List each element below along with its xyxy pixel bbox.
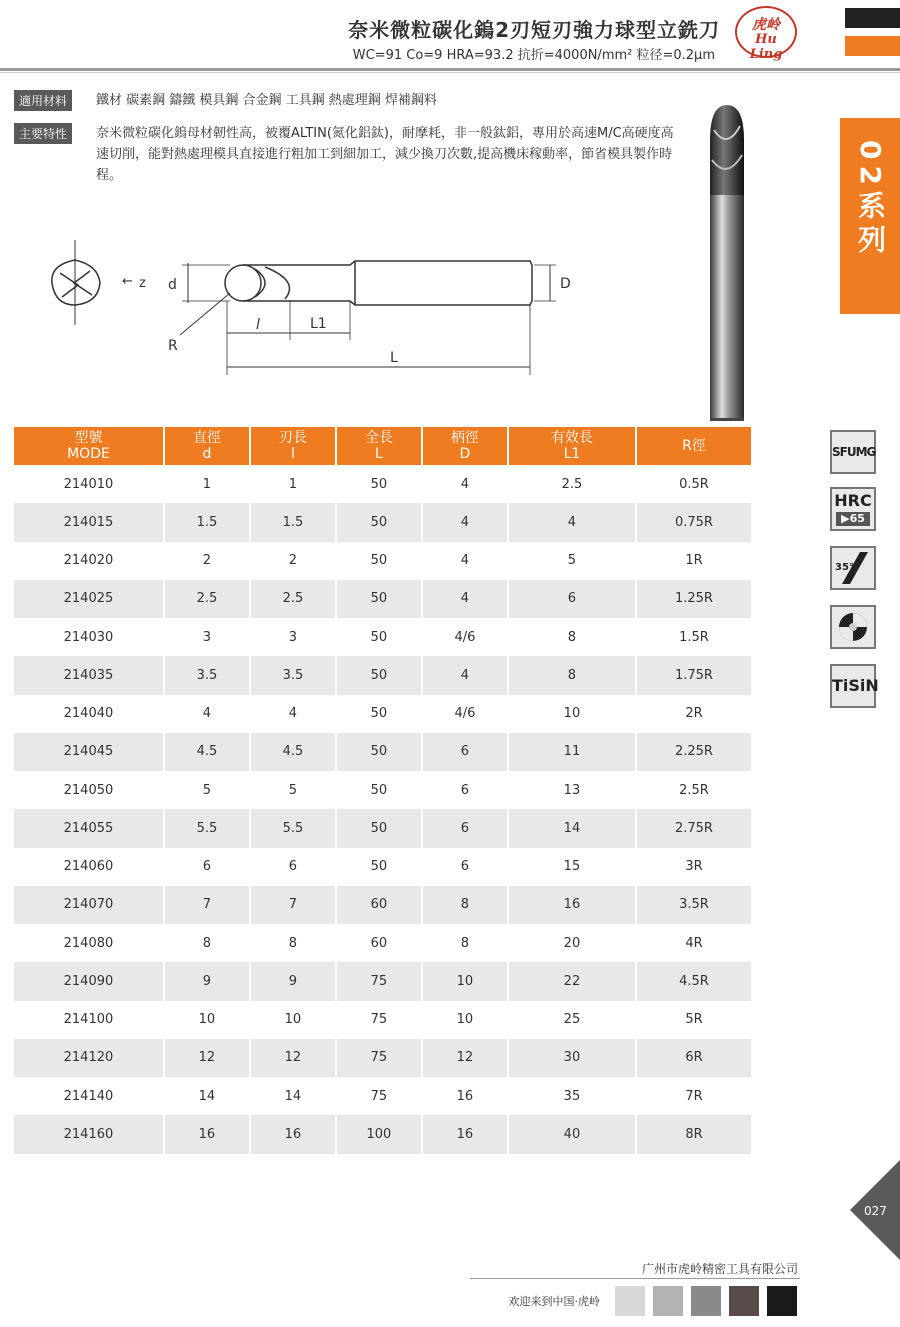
table-cell: 1 bbox=[202, 476, 212, 492]
table-cell: 35 bbox=[563, 1088, 581, 1104]
table-cell: 2.5 bbox=[251, 580, 335, 618]
end-view-drawing bbox=[52, 240, 100, 325]
column-header-symbol: MODE bbox=[67, 446, 110, 462]
table-cell: 2.5 bbox=[561, 476, 583, 492]
table-cell: 30 bbox=[509, 1039, 635, 1077]
table-cell: 214030 bbox=[63, 629, 114, 645]
label-z: z bbox=[139, 276, 146, 291]
table-cell: 16 bbox=[456, 1088, 474, 1104]
table-cell: 75 bbox=[370, 1012, 388, 1028]
header-divider-thin bbox=[0, 72, 900, 73]
label-L1: L1 bbox=[310, 316, 327, 332]
table-cell: 2 bbox=[202, 553, 212, 569]
table-cell: 12 bbox=[423, 1039, 507, 1077]
table-cell: 8R bbox=[637, 1115, 751, 1153]
table-cell: 12 bbox=[165, 1039, 249, 1077]
table-cell: 214025 bbox=[14, 580, 163, 618]
spec-table bbox=[12, 427, 753, 1154]
column-header-label: 柄徑 bbox=[450, 430, 479, 446]
table-cell: 20 bbox=[563, 935, 581, 951]
table-cell: 10 bbox=[284, 1012, 302, 1028]
column-header-label: 有效長 bbox=[550, 430, 593, 446]
table-cell: 214045 bbox=[14, 733, 163, 771]
footer-divider bbox=[470, 1278, 800, 1279]
table-cell: 4 bbox=[460, 476, 470, 492]
table-cell: 2.5R bbox=[679, 782, 709, 798]
table-cell: 10 bbox=[456, 1012, 474, 1028]
table-cell: 4 bbox=[423, 656, 507, 694]
table-cell: 6R bbox=[637, 1039, 751, 1077]
table-row bbox=[14, 924, 751, 962]
table-cell: 4 bbox=[288, 706, 298, 722]
table-header-row bbox=[14, 427, 751, 465]
table-cell: 50 bbox=[370, 476, 388, 492]
table-cell: 4R bbox=[685, 935, 703, 951]
tool-dimension-diagram bbox=[40, 235, 600, 385]
table-cell: 14 bbox=[284, 1088, 302, 1104]
column-header-label: 全長 bbox=[364, 430, 393, 446]
table-cell: 6 bbox=[423, 809, 507, 847]
table-cell: 14 bbox=[509, 809, 635, 847]
table-cell: 2.25R bbox=[637, 733, 751, 771]
table-cell: 13 bbox=[563, 782, 581, 798]
table-row bbox=[14, 465, 751, 503]
column-header bbox=[165, 427, 249, 465]
table-cell: 2 bbox=[288, 553, 298, 569]
table-cell: 3.5 bbox=[251, 656, 335, 694]
table-row bbox=[14, 733, 751, 771]
table-cell: 25 bbox=[563, 1012, 581, 1028]
table-cell: 16 bbox=[165, 1115, 249, 1153]
column-header-symbol: l bbox=[290, 446, 295, 462]
helix-angle-label: 35° bbox=[835, 562, 854, 573]
welcome-text: 欢迎来到中国·虎岭 bbox=[508, 1295, 600, 1308]
table-cell: 12 bbox=[251, 1039, 335, 1077]
column-header-label: R徑 bbox=[682, 438, 706, 454]
column-header bbox=[637, 427, 751, 465]
hrc-value: ▶65 bbox=[836, 512, 870, 526]
table-cell: 2R bbox=[685, 706, 703, 722]
table-body bbox=[14, 465, 751, 1154]
table-row bbox=[14, 962, 751, 1000]
company-name: 广州市虎岭精密工具有限公司 bbox=[641, 1262, 798, 1276]
table-cell: 214120 bbox=[14, 1039, 163, 1077]
table-cell: 0.5R bbox=[679, 476, 709, 492]
table-row bbox=[14, 1039, 751, 1077]
two-flute-icon bbox=[830, 605, 876, 649]
table-cell: 3.5R bbox=[637, 886, 751, 924]
table-cell: 2.75R bbox=[637, 809, 751, 847]
table-row bbox=[14, 695, 751, 733]
table-cell: 60 bbox=[370, 935, 388, 951]
table-cell: 0.75R bbox=[637, 503, 751, 541]
table-cell: 50 bbox=[370, 859, 388, 875]
table-cell: 16 bbox=[251, 1115, 335, 1153]
column-header-label: 型號 bbox=[74, 430, 103, 446]
table-row bbox=[14, 656, 751, 694]
table-cell: 50 bbox=[370, 553, 388, 569]
table-cell: 7R bbox=[685, 1088, 703, 1104]
table-cell: 1.75R bbox=[637, 656, 751, 694]
table-cell: 8 bbox=[202, 935, 212, 951]
table-cell: 75 bbox=[337, 962, 421, 1000]
brand-logo bbox=[735, 6, 797, 62]
table-cell: 60 bbox=[337, 886, 421, 924]
materials-tag: 適用材料 bbox=[14, 90, 72, 111]
table-cell: 4/6 bbox=[454, 629, 476, 645]
label-L: L bbox=[390, 350, 398, 366]
logo-latin: Hu Ling bbox=[749, 32, 783, 62]
table-cell: 214070 bbox=[14, 886, 163, 924]
table-cell: 6 bbox=[509, 580, 635, 618]
table-cell: 3.5 bbox=[165, 656, 249, 694]
table-cell: 214010 bbox=[63, 476, 114, 492]
table-cell: 214020 bbox=[63, 553, 114, 569]
table-cell: 214060 bbox=[63, 859, 114, 875]
table-cell: 4 bbox=[202, 706, 212, 722]
page-number: 027 bbox=[864, 1204, 887, 1218]
table-cell: 6 bbox=[423, 733, 507, 771]
end-mill-photo bbox=[700, 100, 760, 425]
table-cell: 10 bbox=[198, 1012, 216, 1028]
table-cell: 6 bbox=[288, 859, 298, 875]
table-cell: 9 bbox=[251, 962, 335, 1000]
table-cell: 214050 bbox=[63, 782, 114, 798]
table-cell: 7 bbox=[251, 886, 335, 924]
table-cell: 6 bbox=[202, 859, 212, 875]
table-cell: 5 bbox=[202, 782, 212, 798]
table-cell: 4.5R bbox=[637, 962, 751, 1000]
label-D: D bbox=[560, 276, 571, 292]
product-specs: WC=91 Co=9 HRA=93.2 抗折=4000N/mm² 粒径=0.2μm bbox=[352, 48, 715, 63]
table-row bbox=[14, 1115, 751, 1153]
table-cell: 4/6 bbox=[454, 706, 476, 722]
table-cell: 214090 bbox=[14, 962, 163, 1000]
table-cell: 5 bbox=[288, 782, 298, 798]
table-cell: 9 bbox=[165, 962, 249, 1000]
table-cell: 1.5R bbox=[679, 629, 709, 645]
column-header-label: 直徑 bbox=[192, 430, 221, 446]
table-cell: 8 bbox=[509, 656, 635, 694]
header-divider bbox=[0, 68, 900, 71]
table-cell: 50 bbox=[370, 782, 388, 798]
table-cell: 11 bbox=[509, 733, 635, 771]
column-header bbox=[509, 427, 635, 465]
column-header-label: 刃長 bbox=[278, 430, 307, 446]
column-header bbox=[423, 427, 507, 465]
table-row bbox=[14, 542, 751, 580]
table-cell: 10 bbox=[563, 706, 581, 722]
table-cell: 50 bbox=[337, 809, 421, 847]
label-d: d bbox=[168, 277, 177, 293]
table-cell: 4 bbox=[460, 553, 470, 569]
color-swatch bbox=[691, 1286, 721, 1316]
table-cell: 214100 bbox=[63, 1012, 114, 1028]
header-black-bar bbox=[845, 8, 900, 28]
column-header-symbol: L1 bbox=[563, 446, 581, 462]
hrc-label: HRC bbox=[834, 491, 872, 510]
table-cell: 16 bbox=[423, 1115, 507, 1153]
color-swatch bbox=[615, 1286, 645, 1316]
table-cell: 3 bbox=[288, 629, 298, 645]
table-cell: 1 bbox=[288, 476, 298, 492]
color-swatch bbox=[767, 1286, 797, 1316]
column-header-symbol: D bbox=[459, 446, 471, 462]
table-cell: 214160 bbox=[14, 1115, 163, 1153]
table-cell: 14 bbox=[198, 1088, 216, 1104]
table-cell: 8 bbox=[423, 886, 507, 924]
table-cell: 75 bbox=[337, 1039, 421, 1077]
table-cell: 5R bbox=[685, 1012, 703, 1028]
table-cell: 214040 bbox=[63, 706, 114, 722]
table-row bbox=[14, 580, 751, 618]
materials-list: 鐵材 碳素鋼 鑄鐵 模具鋼 合金鋼 工具鋼 熱處理鋼 焊補鋼料 bbox=[96, 93, 437, 108]
table-cell: 50 bbox=[337, 656, 421, 694]
table-cell: 50 bbox=[370, 629, 388, 645]
table-cell: 6 bbox=[460, 859, 470, 875]
table-cell: 1.5 bbox=[251, 503, 335, 541]
color-swatch bbox=[729, 1286, 759, 1316]
series-label: 02系列 bbox=[854, 140, 887, 259]
table-cell: 8 bbox=[460, 935, 470, 951]
table-cell: 214080 bbox=[63, 935, 114, 951]
label-R: R bbox=[168, 338, 178, 354]
table-cell: 50 bbox=[337, 503, 421, 541]
helix-angle-icon bbox=[830, 546, 876, 590]
table-cell: 2.5 bbox=[165, 580, 249, 618]
table-row bbox=[14, 848, 751, 886]
table-cell: 15 bbox=[563, 859, 581, 875]
table-cell: 6 bbox=[460, 782, 470, 798]
table-cell: 214015 bbox=[14, 503, 163, 541]
side-view-drawing bbox=[225, 261, 532, 305]
table-cell: 1.25R bbox=[637, 580, 751, 618]
table-cell: 5.5 bbox=[165, 809, 249, 847]
table-cell: 8 bbox=[567, 629, 577, 645]
table-row bbox=[14, 503, 751, 541]
table-cell: 4 bbox=[423, 580, 507, 618]
features-text: 奈米微粒碳化鎢母材韌性高，被覆ALTIN(氮化鋁鈦)，耐摩耗，非一般鈦鋁，專用於高速M/C高硬度高速切削，能對熱處理模具直接進行粗加工到細加工，減少換刀次數,提高機床稼動率，節省模具製作時程。 bbox=[96, 126, 674, 183]
table-cell: 3R bbox=[685, 859, 703, 875]
table-row bbox=[14, 771, 751, 809]
table-cell: 214055 bbox=[14, 809, 163, 847]
table-cell: 7 bbox=[165, 886, 249, 924]
table-cell: 4.5 bbox=[165, 733, 249, 771]
features-tag: 主要特性 bbox=[14, 123, 72, 144]
tisin-coating-icon: TiSiN bbox=[830, 664, 876, 708]
svg-text:←: ← bbox=[122, 274, 133, 289]
sfumg-icon: SFUMG bbox=[830, 430, 876, 474]
table-row bbox=[14, 618, 751, 656]
table-cell: 3 bbox=[202, 629, 212, 645]
table-cell: 5 bbox=[567, 553, 577, 569]
table-cell: 5.5 bbox=[251, 809, 335, 847]
table-cell: 4 bbox=[423, 503, 507, 541]
column-header-symbol: d bbox=[202, 446, 212, 462]
table-row bbox=[14, 809, 751, 847]
series-badge bbox=[840, 118, 900, 314]
table-cell: 4 bbox=[509, 503, 635, 541]
table-cell: 22 bbox=[509, 962, 635, 1000]
product-title: 奈米微粒碳化鎢2刃短刃強力球型立銑刀 bbox=[348, 18, 720, 42]
page-number-tab bbox=[850, 1160, 900, 1260]
table-row bbox=[14, 886, 751, 924]
table-cell: 100 bbox=[337, 1115, 421, 1153]
column-header-symbol: L bbox=[375, 446, 383, 462]
table-cell: 16 bbox=[509, 886, 635, 924]
header-orange-bar bbox=[845, 36, 900, 56]
table-cell: 50 bbox=[337, 580, 421, 618]
table-cell: 1R bbox=[685, 553, 703, 569]
hrc-icon bbox=[830, 487, 876, 531]
table-cell: 10 bbox=[423, 962, 507, 1000]
column-header bbox=[251, 427, 335, 465]
table-cell: 50 bbox=[370, 706, 388, 722]
table-cell: 214140 bbox=[63, 1088, 114, 1104]
column-header bbox=[14, 427, 163, 465]
table-cell: 1.5 bbox=[165, 503, 249, 541]
table-cell: 4.5 bbox=[251, 733, 335, 771]
table-row bbox=[14, 1077, 751, 1115]
column-header bbox=[337, 427, 421, 465]
table-cell: 75 bbox=[370, 1088, 388, 1104]
logo-chinese: 虎岭 bbox=[752, 17, 780, 33]
color-swatch bbox=[653, 1286, 683, 1316]
label-l: l bbox=[256, 317, 260, 333]
table-cell: 214035 bbox=[14, 656, 163, 694]
table-cell: 40 bbox=[509, 1115, 635, 1153]
table-cell: 50 bbox=[337, 733, 421, 771]
table-row bbox=[14, 1001, 751, 1039]
table-cell: 8 bbox=[288, 935, 298, 951]
